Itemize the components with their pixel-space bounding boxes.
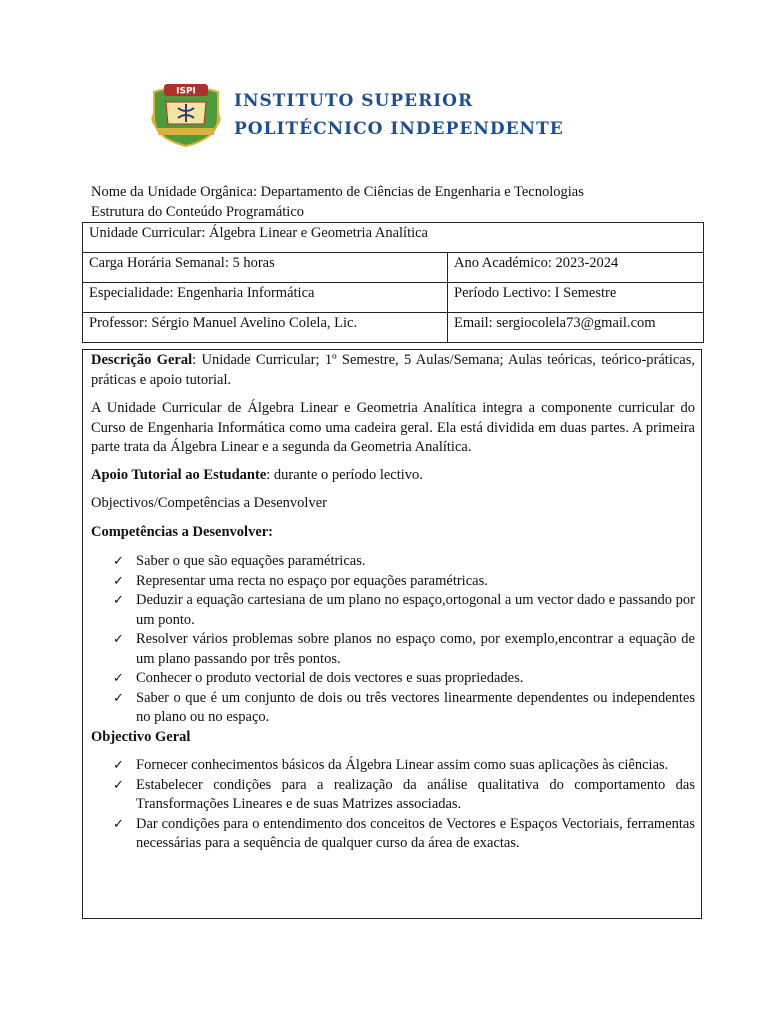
list-item — [91, 756, 695, 776]
list-item-text: Deduzir a equação cartesiana de um plano no espaço,ortogonal a um vector dado e passando por um ponto. — [136, 592, 695, 628]
course-info-table — [82, 222, 704, 343]
institution-name-line1: INSTITUTO SUPERIOR — [234, 91, 474, 111]
list-item — [91, 815, 695, 854]
list-item-text: Saber o que é um conjunto de dois ou três vectores linearmente dependentes ou independentes no plano ou no espaço. — [136, 689, 695, 725]
checkmark-icon: ✓ — [113, 632, 124, 647]
tutorial-support — [91, 466, 695, 486]
competences-title — [91, 523, 695, 543]
list-item — [91, 552, 695, 572]
objectives-title: Objectivos/Competências a Desenvolver — [91, 495, 327, 511]
list-item — [91, 776, 695, 815]
list-item-text: Fornecer conhecimentos básicos da Álgebra Linear assim como suas aplicações às ciências. — [136, 757, 669, 773]
list-item — [91, 572, 695, 592]
ispi-logo — [148, 78, 224, 148]
list-item-text: Representar uma recta no espaço por equações paramétricas. — [136, 572, 488, 589]
ispi-shield-icon — [148, 78, 224, 148]
checkmark-icon: ✓ — [113, 671, 124, 686]
list-item — [91, 591, 695, 630]
professor-cell: Professor: Sérgio Manuel Avelino Colela, Lic. — [83, 313, 448, 343]
list-item — [91, 669, 695, 689]
structure-title: Estrutura do Conteúdo Programático — [91, 204, 305, 220]
general-objectives-list — [91, 756, 695, 854]
checkmark-icon: ✓ — [113, 593, 124, 608]
academic-year-cell: Ano Académico: 2023-2024 — [448, 253, 704, 283]
tutorial-support-label: Apoio Tutorial ao Estudante — [91, 466, 267, 483]
period-cell: Período Lectivo: I Semestre — [448, 283, 704, 313]
intro-paragraph: A Unidade Curricular de Álgebra Linear e Geometria Analítica integra a componente curricular do Curso de Engenharia Informática como uma cadeira geral. Ela está dividida em duas partes. A primeira parte trata da Álgebra Linear e a segunda da Geometria Analítica. — [91, 400, 695, 455]
checkmark-icon: ✓ — [113, 690, 124, 706]
table-row — [83, 283, 704, 313]
tutorial-support-text: : durante o período lectivo. — [266, 466, 423, 483]
list-item-text: Resolver vários problemas sobre planos no espaço como, por exemplo,encontrar a equação de um plano passando por três pontos. — [136, 631, 695, 667]
list-item — [91, 689, 695, 728]
specialty-cell: Especialidade: Engenharia Informática — [83, 283, 448, 313]
list-item-text: Conhecer o produto vectorial de dois vectores e suas propriedades. — [136, 670, 524, 686]
organic-unit-name: Nome da Unidade Orgânica: Departamento de Ciências de Engenharia e Tecnologias — [91, 184, 584, 200]
general-description-label: Descrição Geral — [91, 352, 193, 368]
table-row — [83, 253, 704, 283]
table-row — [83, 223, 704, 253]
list-item — [91, 630, 695, 669]
competences-title-text: Competências a Desenvolver: — [91, 523, 274, 540]
description-content — [91, 350, 695, 854]
competences-list — [91, 552, 695, 728]
weekly-hours-cell: Carga Horária Semanal: 5 horas — [83, 253, 448, 283]
institution-name-line2: POLITÉCNICO INDEPENDENTE — [234, 119, 564, 139]
description-box — [82, 349, 702, 919]
course-unit-cell: Unidade Curricular: Álgebra Linear e Geometria Analítica — [83, 223, 704, 253]
checkmark-icon: ✓ — [113, 816, 124, 832]
general-objective-title-text: Objectivo Geral — [91, 728, 191, 745]
logo-text: ISPI — [176, 86, 196, 97]
general-objective-title — [91, 728, 695, 748]
table-row — [83, 313, 704, 343]
checkmark-icon: ✓ — [113, 573, 124, 589]
email-cell: Email: sergiocolela73@gmail.com — [448, 313, 704, 343]
list-item-text: Saber o que são equações paramétricas. — [136, 553, 366, 569]
list-item-text: Dar condições para o entendimento dos conceitos de Vectores e Espaços Vectoriais, ferramentas necessárias para a sequência de qualquer curso da área de exactas. — [136, 815, 695, 851]
general-description-text: : Unidade Curricular; 1º Semestre, 5 Aulas/Semana; Aulas teóricas, teórico-práticas, práticas e apoio tutorial. — [91, 352, 695, 388]
checkmark-icon: ✓ — [113, 758, 124, 773]
general-description — [91, 351, 695, 390]
list-item-text: Estabelecer condições para a realização da análise qualitativa do comportamento das Transformações Lineares e de suas Matrizes associadas. — [136, 776, 695, 812]
checkmark-icon: ✓ — [113, 777, 124, 793]
checkmark-icon: ✓ — [113, 554, 124, 569]
institution-header — [148, 78, 628, 148]
